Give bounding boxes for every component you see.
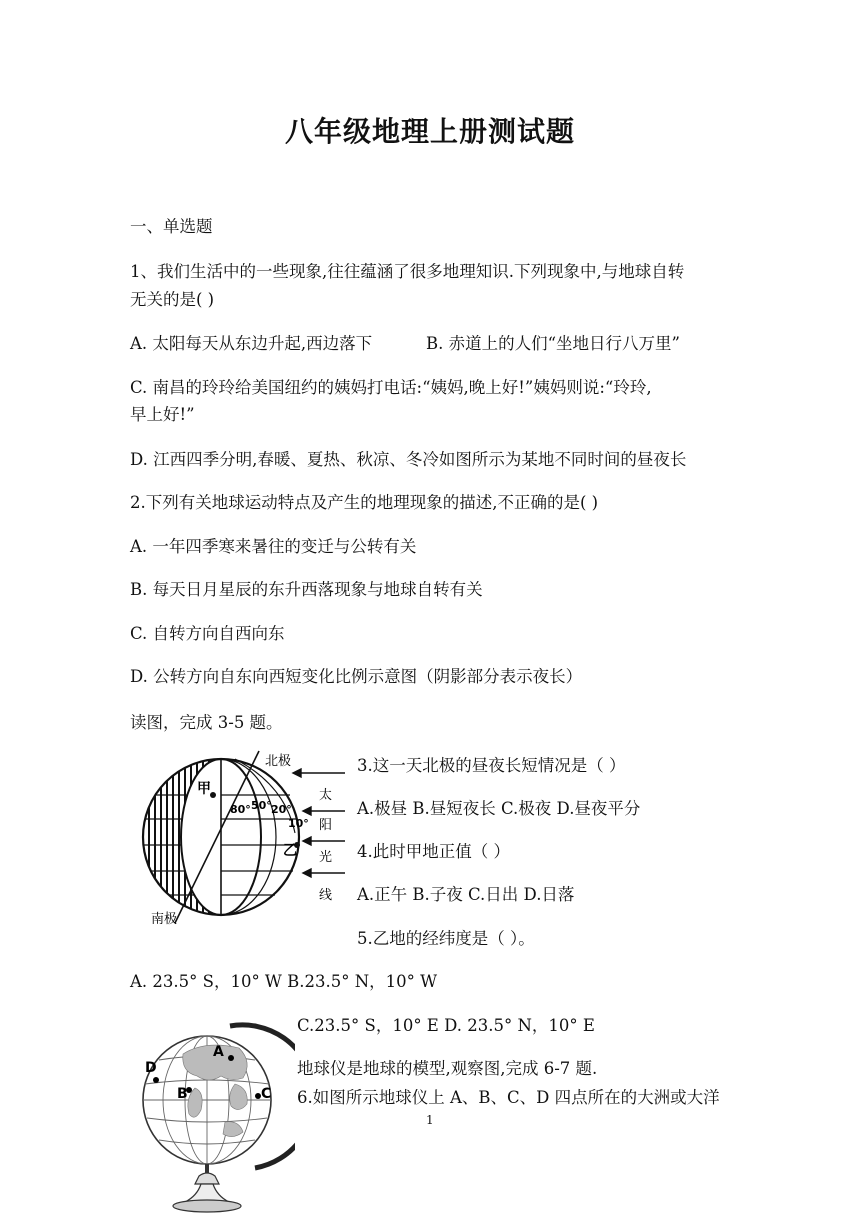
q4-stem: 4.此时甲地正值（ ） [357, 842, 510, 861]
q1-option-c-line2: 早上好!” [130, 405, 195, 424]
jia-label: 甲 [197, 781, 211, 797]
earth-illumination-diagram [135, 745, 350, 935]
globe-point-d: D [145, 1060, 157, 1076]
q1-option-b: B. 赤道上的人们“坐地日行八万里” [426, 334, 680, 353]
south-pole-label: 南极 [151, 912, 178, 927]
q5-stem: 5.乙地的经纬度是（ ）。 [357, 929, 535, 948]
q5-options-ab: A. 23.5° S，10° W B.23.5° N，10° W [130, 972, 438, 991]
read-figure-instruction: 读图，完成 3-5 题。 [130, 713, 283, 732]
lat-20-label: 20° [271, 803, 292, 816]
sun-label-1: 太 [319, 788, 333, 803]
globe-point-c: C [261, 1086, 272, 1102]
q2-option-c: C. 自转方向自西向东 [130, 624, 285, 643]
page-title: 八年级地理上册测试题 [284, 115, 575, 148]
yi-label: 乙 [283, 843, 297, 859]
q2-option-d: D. 公转方向自东向西短变化比例示意图（阴影部分表示夜长） [130, 667, 583, 686]
q3-options: A.极昼 B.昼短夜长 C.极夜 D.昼夜平分 [357, 799, 641, 818]
sun-label-4: 线 [319, 888, 333, 903]
q1-stem-line2: 无关的是( ) [130, 290, 215, 309]
lon-10-label: 10° [288, 817, 309, 830]
q4-options: A.正午 B.子夜 C.日出 D.日落 [357, 885, 575, 904]
page-number: 1 [426, 1113, 434, 1127]
q2-option-b: B. 每天日月星辰的东升西落现象与地球自转有关 [130, 580, 483, 599]
q6-stem: 6.如图所示地球仪上 A、B、C、D 四点所在的大洲或大洋 [297, 1088, 720, 1107]
section-heading: 一、单选题 [130, 217, 213, 236]
q2-stem: 2.下列有关地球运动特点及产生的地理现象的描述,不正确的是( ) [130, 493, 599, 512]
north-pole-label: 北极 [265, 754, 292, 769]
lat-80-label: 80° [230, 803, 251, 816]
q1-option-d: D. 江西四季分明,春暖、夏热、秋凉、冬冷如图所示为某地不同时间的昼夜长 [130, 450, 687, 469]
q1-option-c-line1: C. 南昌的玲玲给美国纽约的姨妈打电话:“姨妈,晚上好!”姨妈则说:“玲玲, [130, 378, 652, 397]
lat-50-label: 50° [251, 799, 272, 812]
globe-point-a: A [213, 1044, 224, 1060]
q3-stem: 3.这一天北极的昼夜长短情况是（ ） [357, 756, 626, 775]
globe-diagram [135, 1018, 295, 1216]
globe-intro: 地球仪是地球的模型,观察图,完成 6-7 题. [297, 1059, 598, 1078]
q1-stem-line1: 1、我们生活中的一些现象,往往蕴涵了很多地理知识.下列现象中,与地球自转 [130, 262, 685, 281]
globe-point-b: B [177, 1086, 188, 1102]
sun-label-3: 光 [319, 850, 333, 865]
q5-options-cd: C.23.5° S，10° E D. 23.5° N，10° E [297, 1016, 595, 1035]
q1-option-a: A. 太阳每天从东边升起,西边落下 [130, 334, 373, 353]
sun-label-2: 阳 [319, 818, 333, 833]
q2-option-a: A. 一年四季寒来暑往的变迁与公转有关 [130, 537, 417, 556]
